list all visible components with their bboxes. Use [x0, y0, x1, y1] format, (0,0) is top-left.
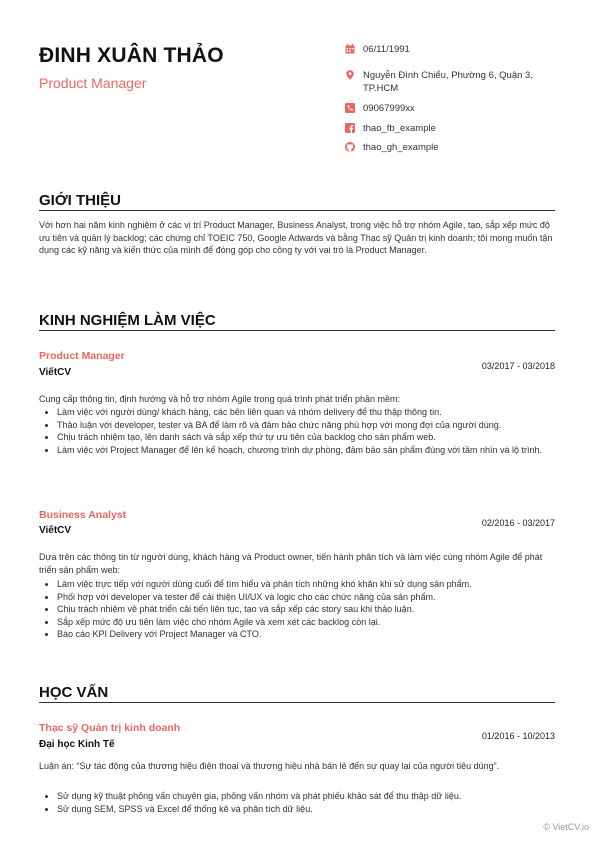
- list-item: • Chịu trách nhiệm tạo, lên danh sách và sắp xếp thứ tự ưu tiên của backlog cho sản phẩm web.: [57, 431, 573, 444]
- contact-github[interactable]: [345, 141, 565, 160]
- github-icon: [345, 142, 355, 152]
- birthday-text: 06/11/1991: [363, 44, 410, 55]
- experience-divider: [39, 330, 555, 331]
- job-2-bullets: [39, 578, 573, 641]
- education-degree: Thạc sỹ Quản trị kinh doanh: [39, 722, 181, 734]
- phone-icon: [345, 103, 355, 113]
- list-item: • Chịu trách nhiệm về phát triển cải tiến liên tục, tạo và sắp xếp các story sau khi thảo luận.: [57, 603, 573, 616]
- education-school: Đại học Kinh Tế: [39, 739, 115, 750]
- list-item: • Báo cáo KPI Delivery với Project Manager và CTO.: [57, 628, 573, 641]
- facebook-text[interactable]: thao_fb_example: [363, 123, 436, 134]
- job-2-date: 02/2016 - 03/2017: [481, 518, 555, 528]
- contact-facebook[interactable]: [345, 122, 565, 141]
- candidate-role: Product Manager: [39, 75, 147, 91]
- list-item: • Làm việc với người dùng/ khách hàng, các bên liên quan và nhóm delivery để thu thập thông tin.: [57, 406, 573, 419]
- contact-info: [345, 43, 565, 160]
- intro-divider: [39, 210, 555, 211]
- list-item: • Sắp xếp mức độ ưu tiên làm việc cho nhóm Agile và xem xét các backlog còn lại.: [57, 616, 573, 629]
- education-divider: [39, 702, 555, 703]
- watermark: © VietCV.io: [543, 822, 589, 832]
- job-1-date: 03/2017 - 03/2018: [481, 361, 555, 371]
- phone-text: 09067999xx: [363, 103, 415, 114]
- list-item: • Làm việc trực tiếp với người dùng cuối để tìm hiểu và phân tích những khó khăn khi sử dụng sản phẩm.: [57, 578, 573, 591]
- contact-phone: [345, 102, 565, 122]
- contact-address: [345, 69, 565, 102]
- list-item: • Sử dụng SEM, SPSS và Excel để thống kê và phân tích dữ liệu.: [57, 803, 573, 816]
- list-item: • Sử dụng kỹ thuật phỏng vấn chuyên gia, phỏng vấn nhóm và phát phiếu khảo sát để thu thập dữ liệu.: [57, 790, 573, 803]
- job-1-company: ViếtCV: [39, 367, 72, 378]
- job-1-title: Product Manager: [39, 350, 125, 362]
- facebook-icon: [345, 123, 355, 133]
- job-2-summary: Dựa trên các thông tin từ người dùng, khách hàng và Product owner, tiến hành phân tích và làm việc cùng nhóm Agile để phát triển sản phẩm web:: [39, 552, 543, 575]
- job-2-title: Business Analyst: [39, 509, 127, 521]
- job-1-bullets: [39, 406, 573, 456]
- education-date: 01/2016 - 10/2013: [481, 731, 555, 741]
- calendar-icon: [345, 44, 355, 54]
- education-title: HỌC VẤN: [39, 684, 109, 701]
- address-text: Nguyễn Đình Chiểu, Phường 6, Quận 3, TP.HCM: [363, 70, 533, 94]
- candidate-name: ĐINH XUÂN THẢO: [39, 44, 224, 67]
- contact-birthday: [345, 43, 565, 69]
- education-thesis: Luận án: “Sự tác động của thương hiệu điện thoại và thương hiệu nhà bán lẻ đến sự quay lại của người tiêu dùng”.: [39, 761, 500, 771]
- job-2-company: ViếtCV: [39, 525, 72, 536]
- github-text[interactable]: thao_gh_example: [363, 142, 439, 153]
- list-item: • Thảo luận với developer, tester và BA để làm rõ và đảm bảo chức năng phù hợp với mong đợi của người dùng.: [57, 419, 573, 432]
- intro-text: Với hơn hai năm kinh nghiệm ở các vị trí Product Manager, Business Analyst, trong việc hỗ trợ nhóm Agile, tạo, sắp xếp mức độ ưu tiên và quản lý backlog; các chứng chỉ TOEIC 750, Google Adwards và bằng Thạc sỹ Quản trị kinh doanh; tôi mong muốn tận dụng các kỹ năng và kiến thức của mình để đóng góp cho công ty với vai trò là Product Manager.: [39, 220, 553, 255]
- location-pin-icon: [345, 70, 355, 80]
- list-item: • Phối hợp với developer và tester để cải thiện UI/UX và logic cho các chức năng của sản phẩm.: [57, 591, 573, 604]
- experience-title: KINH NGHIỆM LÀM VIỆC: [39, 312, 216, 329]
- list-item: • Làm việc với Project Manager để lên kế hoạch, chương trình dự phòng, đảm bảo sản phẩm đúng với tầm nhìn và lộ trình.: [57, 444, 573, 457]
- intro-title: GIỚI THIỆU: [39, 192, 121, 209]
- education-bullets: [39, 790, 573, 815]
- job-1-summary: Cung cấp thông tin, định hướng và hỗ trợ nhóm Agile trong quá trình phát triển phần mềm:: [39, 394, 401, 404]
